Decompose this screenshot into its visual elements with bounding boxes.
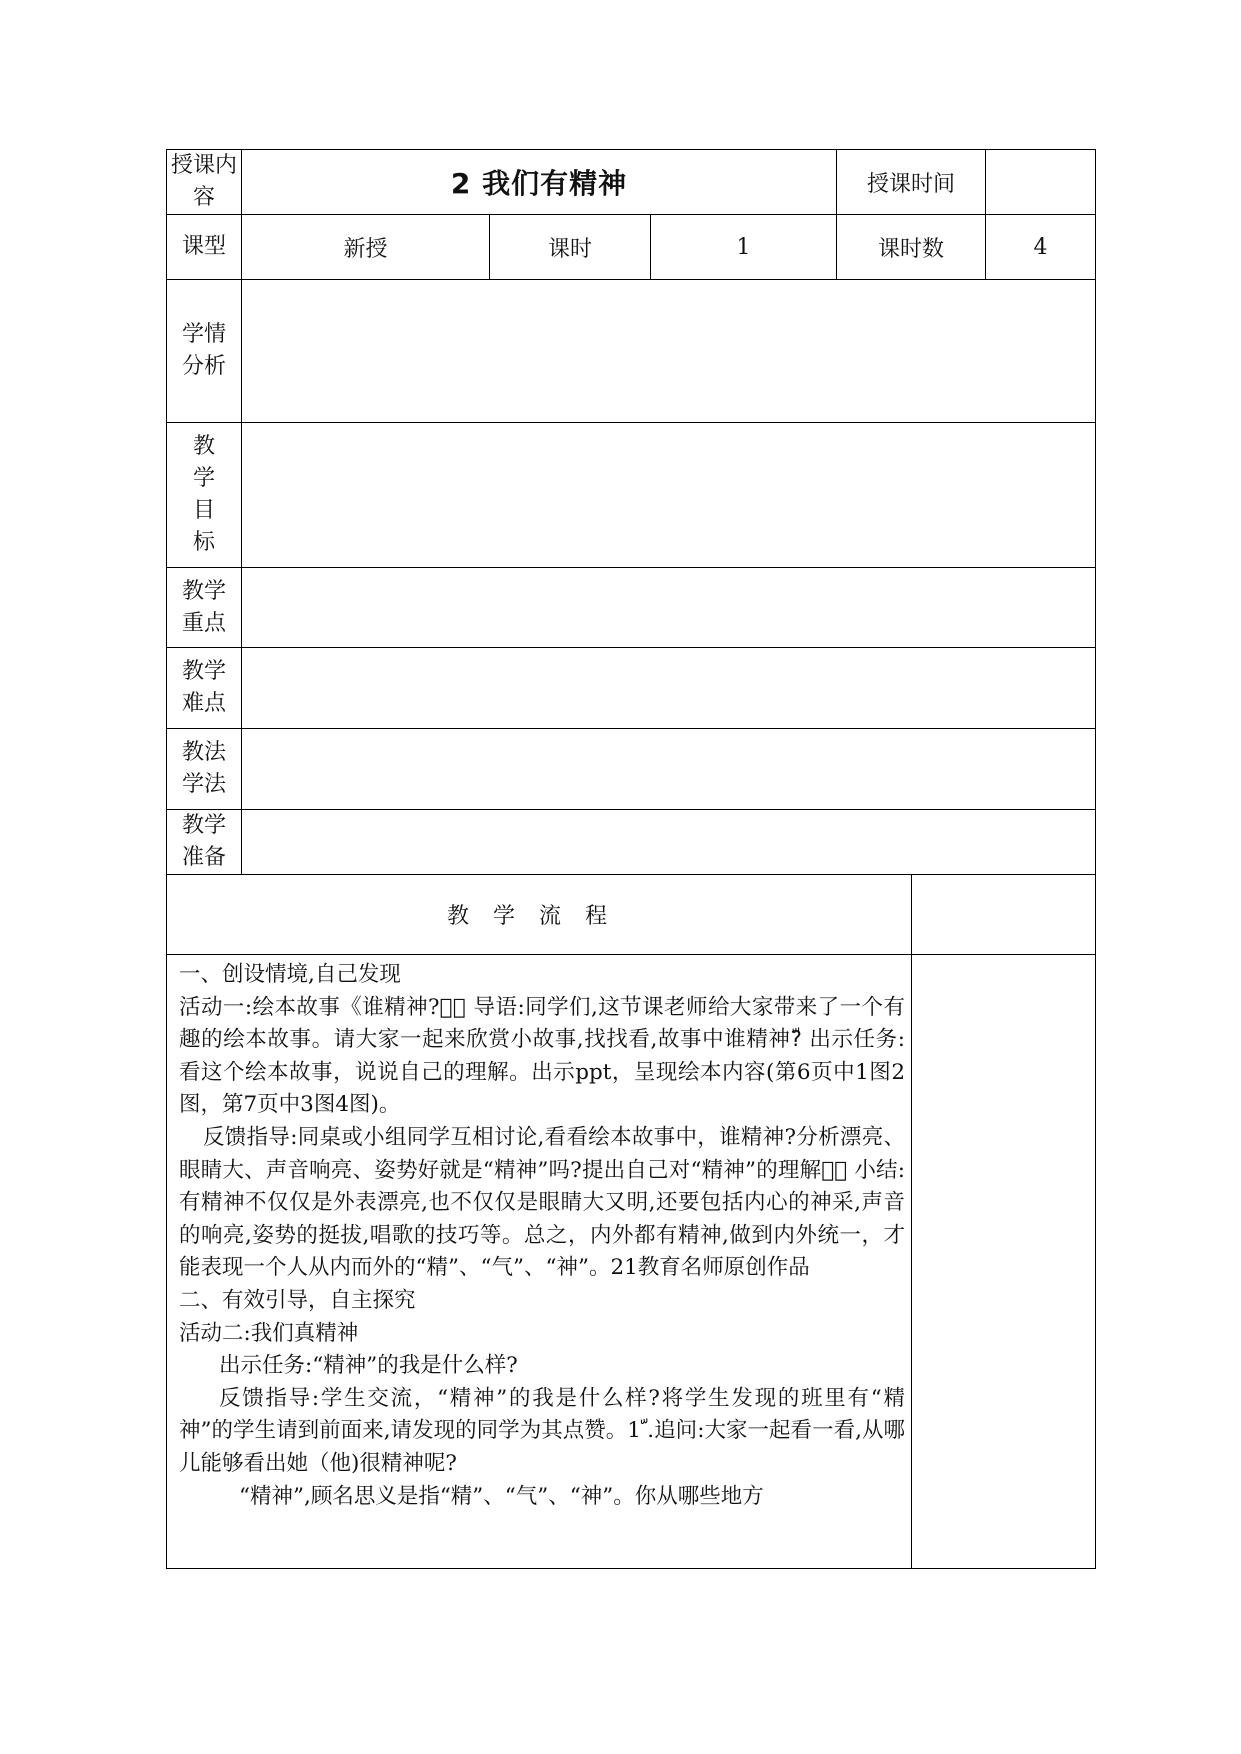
goals-content bbox=[242, 423, 1096, 568]
flow-body bbox=[167, 955, 912, 1569]
count-value: 4 bbox=[986, 215, 1096, 280]
feedback-paragraph: 反馈指导:同桌或小组同学互相讨论,看看绘本故事中，谁精神?分析漂亮、眼睛大、声音响亮、姿势好就是“精神”吗?提出自己对“精神”的理解。ّ 小结:有精神不仅仅是外表漂亮,也不仅仅是眼睛大又明,还要包括内心的神采,声音的响亮,姿势的挺拔,唱歌的技巧等。总之，内外都有精神,做到内外统一，才能表现一个人从内而外的“精”、“气”、“神”。21教育名师原创作品 bbox=[179, 1124, 905, 1281]
difficulties-label: 教学难点 bbox=[167, 648, 242, 729]
type-label: 课型 bbox=[167, 215, 242, 280]
period-label: 课时 bbox=[490, 215, 651, 280]
methods-row bbox=[167, 729, 1096, 810]
keypoints-row bbox=[167, 568, 1096, 648]
flow-notes-column bbox=[912, 955, 1096, 1569]
analysis-label: 学情分析 bbox=[167, 280, 242, 423]
analysis-row bbox=[167, 280, 1096, 423]
prep-row bbox=[167, 810, 1096, 875]
page-title: 2 我们有精神 bbox=[242, 150, 837, 215]
explanation-line: “精神”,顾名思义是指“精”、“气”、“神”。你从哪些地方 bbox=[239, 1483, 764, 1509]
section-heading: 二、有效引导，自主探究 bbox=[179, 1287, 416, 1313]
time-value bbox=[986, 150, 1096, 215]
feedback-paragraph: 反馈指导:学生交流，“精神”的我是什么样?将学生发现的班里有“精神”的学生请到前面来,请发现的同学为其点赞。1 ّ.追问:大家一起看一看,从哪儿能够看出她（他)很精神呢? bbox=[179, 1385, 905, 1476]
goals-label: 教学目标 bbox=[167, 423, 242, 568]
analysis-content bbox=[242, 280, 1096, 423]
count-label: 课时数 bbox=[837, 215, 986, 280]
activity-title: 活动二:我们真精神 bbox=[179, 1320, 359, 1346]
flow-notes-header bbox=[912, 875, 1096, 955]
section-heading: 一、创设情境,自己发现 bbox=[179, 962, 401, 987]
lesson-row bbox=[167, 215, 1096, 280]
keypoints-content bbox=[242, 568, 1096, 648]
period-value: 1 bbox=[651, 215, 837, 280]
time-label: 授课时间 bbox=[837, 150, 986, 215]
task-line: 出示任务:“精神”的我是什么样? bbox=[219, 1353, 518, 1379]
methods-label: 教法学法 bbox=[167, 729, 242, 810]
type-value: 新授 bbox=[242, 215, 490, 280]
activity-paragraph: 活动一:绘本故事《谁精神?》ّ 导语:同学们,这节课老师给大家带来了一个有趣的绘本故事。请大家一起来欣赏小故事,找找看,故事中谁精神?ّ 出示任务:看这个绘本故事，说说自己的理解。出示ppt，呈现绘本内容(第6页中1图2图，第7页中3图4图)。 bbox=[179, 994, 905, 1118]
methods-content bbox=[242, 729, 1096, 810]
flow-heading-row bbox=[167, 875, 1096, 955]
prep-content bbox=[242, 810, 1096, 875]
difficulties-content bbox=[242, 648, 1096, 729]
keypoints-label: 教学重点 bbox=[167, 568, 242, 648]
lesson-plan-table bbox=[166, 149, 1096, 1569]
content-label: 授课内容 bbox=[167, 150, 242, 215]
flow-heading: 教学流程 bbox=[167, 875, 912, 955]
flow-body-row bbox=[167, 955, 1096, 1569]
header-row bbox=[167, 150, 1096, 215]
prep-label: 教学准备 bbox=[167, 810, 242, 875]
difficulties-row bbox=[167, 648, 1096, 729]
goals-row bbox=[167, 423, 1096, 568]
